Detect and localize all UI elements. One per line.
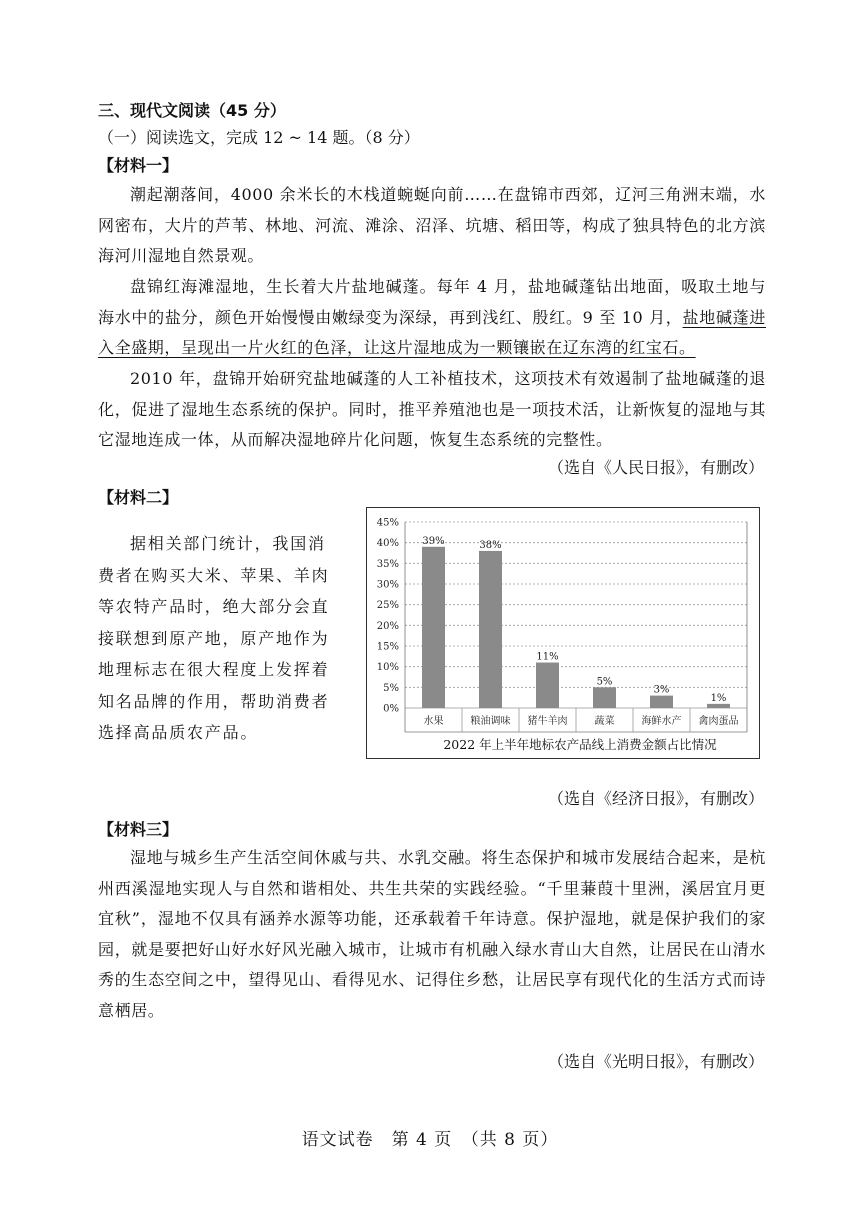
bar-value-label: 1% <box>710 692 727 704</box>
material3-heading: 【材料三】 <box>98 820 179 839</box>
y-tick-label: 40% <box>376 538 399 550</box>
bar <box>479 551 502 708</box>
material3-paragraph: 湿地与城乡生产生活空间休戚与共、水乳交融。将生态保护和城市发展结合起来，是杭州西溪湿地实现人与自然和谐相处、共生共荣的实践经验。“千里蒹葭十里洲，溪居宜月更宜秋”，湿地不仅具有涵养水源等功能，还承载着千年诗意。保护湿地，就是保护我们的家园，就是要把好山好水好风光融入城市，让城市有机融入绿水青山大自然，让居民在山清水秀的生态空间之中，望得见山、看得见水、记得住乡愁，让居民享有现代化的生活方式而诗意栖居。 <box>98 848 766 1020</box>
bar <box>707 704 730 708</box>
x-category-label: 蔬菜 <box>594 716 615 727</box>
material1-source: （选自《人民日报》，有删改） <box>547 458 764 477</box>
material1-paragraph-1: 潮起潮落间，4000 余米长的木栈道蜿蜒向前……在盘锦市西郊，辽河三角洲末端，水网密布，大片的芦苇、林地、河流、滩涂、沼泽、坑塘、稻田等，构成了独具特色的北方滨海河川湿地自然景观。 <box>98 185 766 265</box>
y-tick-label: 5% <box>383 682 399 694</box>
material1-underlined-sentence: 盐地碱蓬进入全盛期，呈现出一片火红的色泽，让这片湿地成为一颗镶嵌在辽东湾的红宝石。 <box>98 307 766 357</box>
bar-value-label: 38% <box>479 539 502 551</box>
y-tick-label: 15% <box>376 641 399 653</box>
bar-value-label: 3% <box>653 684 670 696</box>
x-category-label: 猪牛羊肉 <box>527 716 568 727</box>
material2-text: 据相关部门统计，我国消费者在购买大米、苹果、羊肉等农特产品时，绝大部分会直接联想到原产地，原产地作为地理标志在很大程度上发挥着知名品牌的作用，帮助消费者选择高品质农产品。 <box>98 534 330 742</box>
material1-paragraph-3: 2010 年，盘锦开始研究盐地碱蓬的人工补植技术，这项技术有效遏制了盐地碱蓬的退化，促进了湿地生态系统的保护。同时，推平养殖池也是一项技术活，让新恢复的湿地与其它湿地连成一体，从而解决湿地碎片化问题，恢复生态系统的完整性。 <box>98 369 766 449</box>
x-category-label: 禽肉蛋品 <box>698 716 739 727</box>
y-tick-label: 35% <box>376 558 399 570</box>
x-category-label: 海鲜水产 <box>641 716 682 727</box>
bar <box>422 547 445 708</box>
y-tick-label: 45% <box>376 517 399 529</box>
y-tick-label: 25% <box>376 600 399 612</box>
y-tick-label: 10% <box>376 662 399 674</box>
y-tick-label: 20% <box>376 620 399 632</box>
material2-heading: 【材料二】 <box>98 488 179 507</box>
bar <box>650 696 673 708</box>
bar <box>593 687 616 708</box>
section-title: 三、现代文阅读（45 分） <box>98 101 286 120</box>
bar-value-label: 5% <box>596 676 613 688</box>
x-category-label: 粮油调味 <box>470 716 511 727</box>
bar-chart <box>367 508 758 757</box>
x-category-label: 水果 <box>423 716 444 727</box>
material3-source: （选自《光明日报》，有删改） <box>547 1052 764 1071</box>
y-tick-label: 0% <box>383 703 399 715</box>
material1-heading: 【材料一】 <box>98 156 179 175</box>
bar-value-label: 11% <box>536 651 559 663</box>
subsection-title: （一）阅读选文，完成 12 ~ 14 题。（8 分） <box>98 128 420 147</box>
material2-source: （选自《经济日报》，有删改） <box>547 789 764 808</box>
page-footer: 语文试卷 第 4 页 （共 8 页） <box>301 1130 559 1150</box>
bar-chart-frame <box>366 507 760 759</box>
material1-paragraph-2 <box>98 272 766 364</box>
bar-value-label: 39% <box>422 535 445 547</box>
material1-paragraph-2-text: 盘锦红海滩湿地，生长着大片盐地碱蓬。每年 4 月，盐地碱蓬钻出地面，吸取土地与海水中的盐分，颜色开始慢慢由嫩绿变为深绿，再到浅红、殷红。9 至 10 月， <box>98 277 766 327</box>
chart-title: 2022 年上半年地标农产品线上消费金额占比情况 <box>443 737 717 752</box>
bar <box>536 663 559 708</box>
y-tick-label: 30% <box>376 579 399 591</box>
